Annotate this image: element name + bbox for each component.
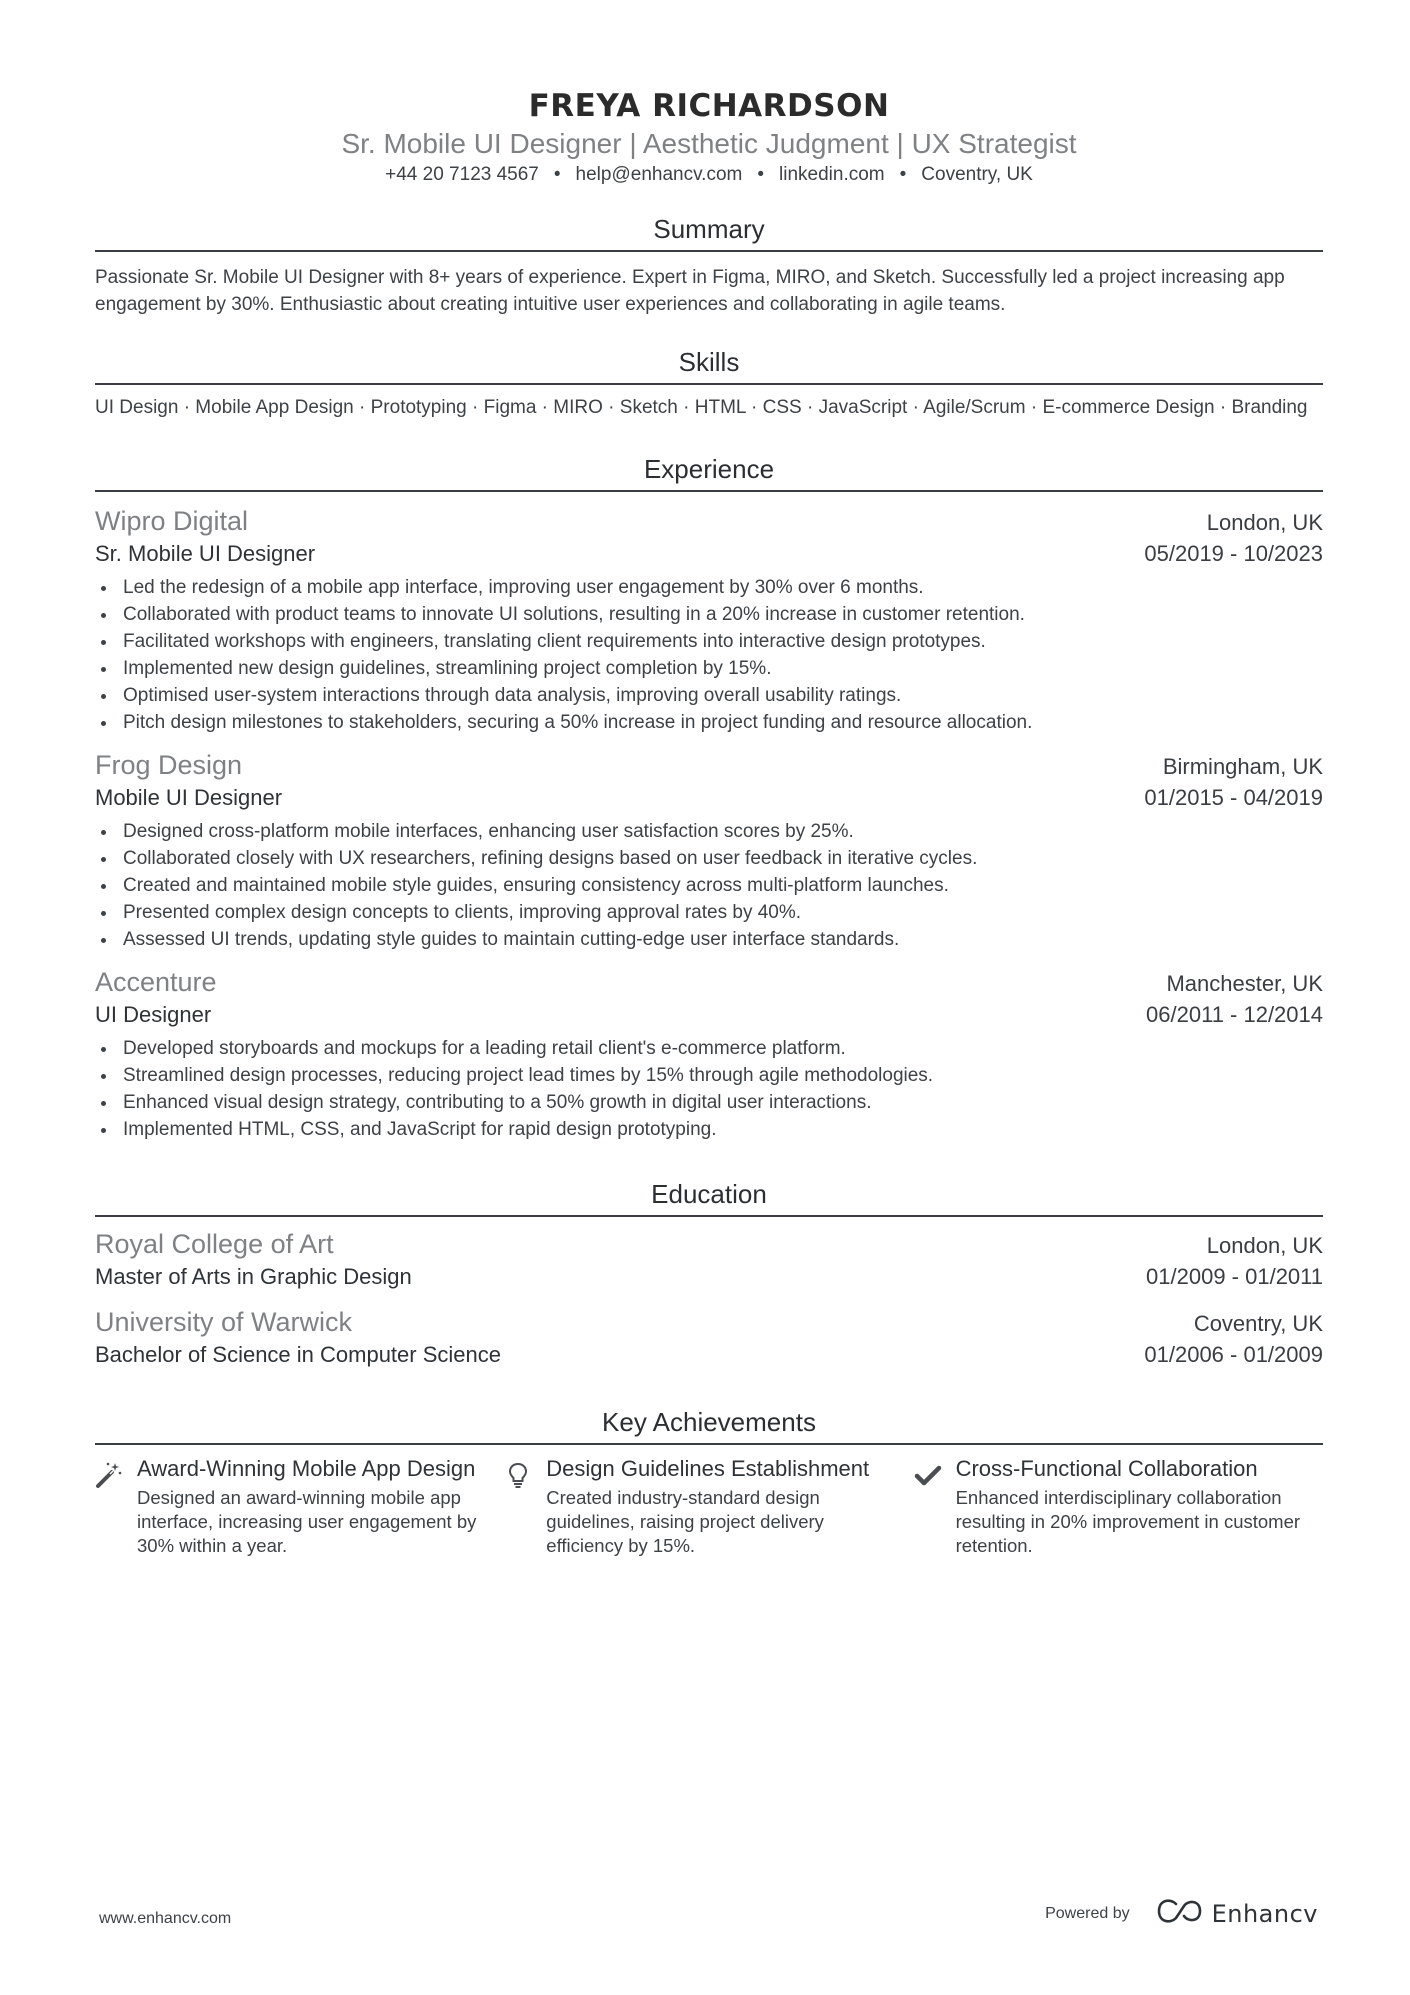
- section-title-summary: Summary: [95, 212, 1323, 252]
- job-bullet: Implemented new design guidelines, streamlining project completion by 15%.: [95, 655, 1323, 682]
- candidate-tagline: Sr. Mobile UI Designer | Aesthetic Judgment | UX Strategist: [341, 128, 1077, 159]
- enhancv-logo-icon: [1156, 1898, 1204, 1929]
- job-dates: 05/2019 - 10/2023: [1144, 541, 1323, 566]
- job-bullet: Implemented HTML, CSS, and JavaScript for rapid design prototyping.: [95, 1116, 1323, 1143]
- checkmark-icon: [914, 1455, 956, 1558]
- job-entry: [95, 748, 1323, 953]
- job-role: Mobile UI Designer: [95, 785, 283, 810]
- job-bullet: Pitch design milestones to stakeholders, securing a 50% increase in project funding and resource allocation.: [95, 709, 1323, 736]
- achievement-description: Created industry-standard design guidelines, raising project delivery efficiency by 15%.: [546, 1487, 824, 1556]
- contact-separator: •: [757, 164, 765, 185]
- achievement-title: Cross-Functional Collaboration: [955, 1456, 1258, 1481]
- contact-linkedin[interactable]: linkedin.com: [779, 164, 885, 185]
- job-bullet: Collaborated closely with UX researchers, refining designs based on user feedback in iterative cycles.: [95, 845, 1323, 872]
- job-company: Frog Design: [95, 750, 243, 780]
- job-entry: [95, 965, 1323, 1143]
- contact-email[interactable]: help@enhancv.com: [575, 164, 743, 185]
- education-location: London, UK: [1206, 1233, 1323, 1258]
- job-role: Sr. Mobile UI Designer: [95, 541, 316, 566]
- achievement-title: Award-Winning Mobile App Design: [137, 1456, 476, 1481]
- job-location: London, UK: [1206, 510, 1323, 535]
- job-bullets: [95, 818, 1323, 953]
- job-bullets: [95, 1035, 1323, 1143]
- footer-branding: [1045, 1898, 1318, 1929]
- job-bullet: Created and maintained mobile style guides, ensuring consistency across multi-platform launches.: [95, 872, 1323, 899]
- contact-location: Coventry, UK: [921, 164, 1033, 185]
- job-role: UI Designer: [95, 1002, 212, 1027]
- job-bullet: Developed storyboards and mockups for a leading retail client's e-commerce platform.: [95, 1035, 1323, 1062]
- job-dates: 01/2015 - 04/2019: [1144, 785, 1323, 810]
- job-bullet: Assessed UI trends, updating style guides to maintain cutting-edge user interface standards.: [95, 926, 1323, 953]
- education-school: University of Warwick: [95, 1307, 353, 1337]
- contact-separator: •: [899, 164, 907, 185]
- job-company: Wipro Digital: [95, 506, 249, 536]
- job-bullet: Optimised user-system interactions through data analysis, improving overall usability ratings.: [95, 682, 1323, 709]
- education-entry: [95, 1227, 1323, 1293]
- experience-section: [95, 452, 1323, 1143]
- skills-section: [95, 345, 1323, 423]
- job-bullet: Enhanced visual design strategy, contributing to a 50% growth in digital user interactions.: [95, 1089, 1323, 1116]
- education-school: Royal College of Art: [95, 1229, 334, 1259]
- job-location: Birmingham, UK: [1162, 754, 1323, 779]
- achievement-description: Designed an award-winning mobile app interface, increasing user engagement by 30% within a year.: [137, 1487, 477, 1556]
- magic-wand-icon: [95, 1455, 137, 1558]
- education-section: [95, 1177, 1323, 1371]
- footer-website[interactable]: www.enhancv.com: [99, 1910, 232, 1927]
- job-bullet: Streamlined design processes, reducing project lead times by 15% through agile methodologies.: [95, 1062, 1323, 1089]
- job-bullet: Facilitated workshops with engineers, translating client requirements into interactive design prototypes.: [95, 628, 1323, 655]
- contact-line: [95, 162, 1323, 188]
- job-bullets: [95, 574, 1323, 736]
- job-entry: [95, 504, 1323, 736]
- achievement-item: [504, 1455, 913, 1558]
- section-title-experience: Experience: [95, 452, 1323, 492]
- education-dates: 01/2009 - 01/2011: [1146, 1264, 1323, 1289]
- skills-text: UI Design · Mobile App Design · Prototyping · Figma · MIRO · Sketch · HTML · CSS · JavaScript · Agile/Scrum · E-commerce Design · Branding: [95, 397, 1308, 418]
- candidate-name: FREYA RICHARDSON: [528, 88, 890, 124]
- job-location: Manchester, UK: [1166, 971, 1323, 996]
- job-bullet: Presented complex design concepts to clients, improving approval rates by 40%.: [95, 899, 1323, 926]
- education-entry: [95, 1305, 1323, 1371]
- section-title-achievements: Key Achievements: [95, 1405, 1323, 1445]
- achievement-item: [95, 1455, 504, 1558]
- contact-separator: •: [553, 164, 561, 185]
- contact-phone: +44 20 7123 4567: [385, 164, 539, 185]
- summary-text: Passionate Sr. Mobile UI Designer with 8+ years of experience. Expert in Figma, MIRO, and Sketch. Successfully led a project increasing app engagement by 30%. Enthusiastic about creating intuitive user experiences and collaborating in agile teams.: [95, 267, 1285, 315]
- education-location: Coventry, UK: [1193, 1311, 1323, 1336]
- section-title-education: Education: [95, 1177, 1323, 1217]
- powered-by-label: Powered by: [1045, 1904, 1130, 1922]
- achievement-description: Enhanced interdisciplinary collaboration resulting in 20% improvement in customer retention.: [955, 1487, 1301, 1556]
- education-degree: Master of Arts in Graphic Design: [95, 1264, 412, 1289]
- lightbulb-icon: [504, 1455, 546, 1558]
- job-dates: 06/2011 - 12/2014: [1146, 1002, 1323, 1027]
- job-bullet: Led the redesign of a mobile app interface, improving user engagement by 30% over 6 months.: [95, 574, 1323, 601]
- section-title-skills: Skills: [95, 345, 1323, 385]
- resume-header: [95, 0, 1323, 188]
- education-degree: Bachelor of Science in Computer Science: [95, 1342, 501, 1367]
- summary-section: [95, 212, 1323, 318]
- achievement-item: [914, 1455, 1323, 1558]
- achievement-title: Design Guidelines Establishment: [546, 1456, 870, 1481]
- education-dates: 01/2006 - 01/2009: [1144, 1342, 1323, 1367]
- job-company: Accenture: [95, 967, 217, 997]
- achievements-section: [95, 1405, 1323, 1558]
- job-bullet: Collaborated with product teams to innovate UI solutions, resulting in a 20% increase in customer retention.: [95, 601, 1323, 628]
- job-bullet: Designed cross-platform mobile interfaces, enhancing user satisfaction scores by 25%.: [95, 818, 1323, 845]
- brand-name: Enhancv: [1211, 1899, 1318, 1928]
